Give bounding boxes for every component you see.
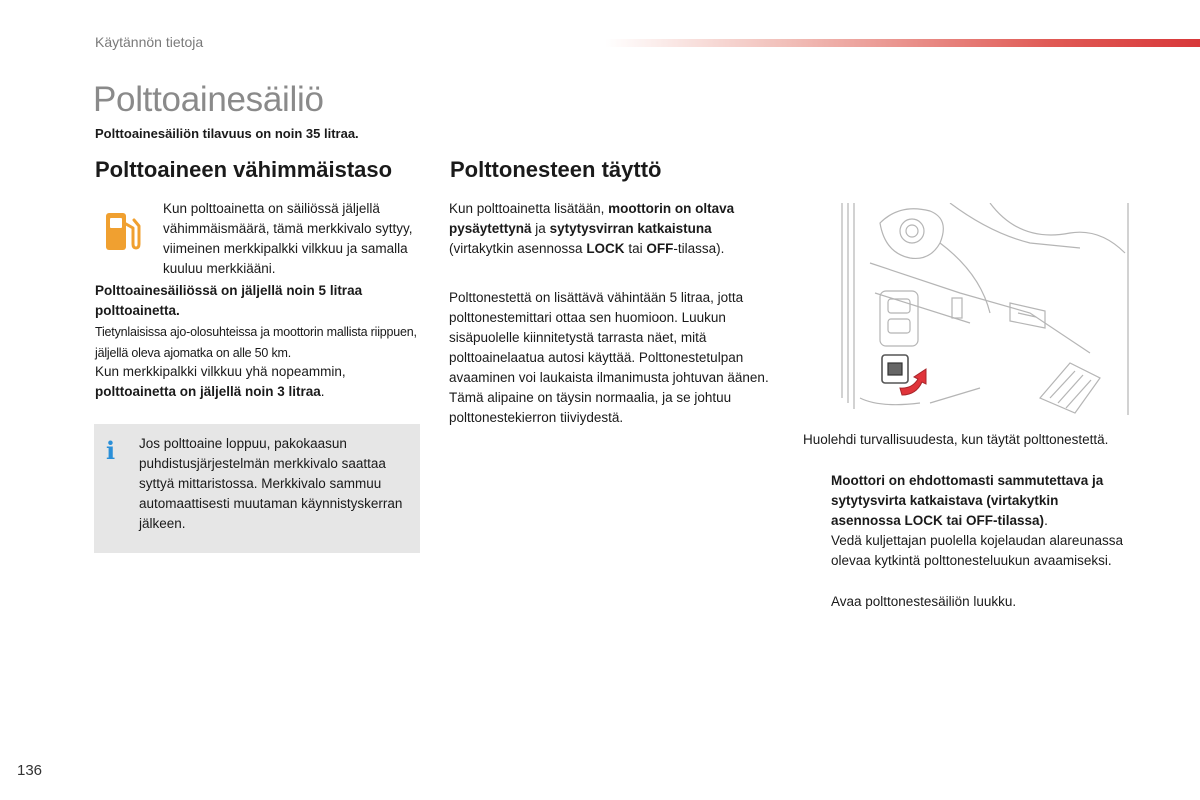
low-fuel-warning-text: Kun polttoainetta on säiliössä jäljellä vähimmäismäärä, tämä merkkivalo syttyy, viimeinen merkkipalkki vilkkuu ja samalla kuuluu merkkiääni. <box>163 201 413 276</box>
refuel-lock-label: LOCK <box>586 241 625 256</box>
info-text: Jos polttoaine loppuu, pakokaasun puhdistusjärjestelmän merkkivalo saattaa syttyä mittaristossa. Merkkivalo sammuu automaattisesti muutaman käynnistyskerran jälkeen. <box>139 436 403 531</box>
safety-note: Huolehdi turvallisuudesta, kun täytät polttonestettä. <box>803 432 1109 447</box>
refuel-text-1: Kun polttoainetta lisätään, <box>449 201 609 216</box>
page-number: 136 <box>17 762 43 779</box>
intro-text: Polttoainesäiliön tilavuus on noin 35 litraa. <box>95 126 359 141</box>
info-icon: i <box>106 436 116 465</box>
refuel-off-label: OFF <box>646 241 674 256</box>
refuel-text-4: tai <box>624 241 647 256</box>
heading-minimum-level: Polttoaineen vähimmäistaso <box>95 157 393 182</box>
heading-refuelling: Polttonesteen täyttö <box>450 157 662 182</box>
fuel-flap-release-illustration <box>840 203 1130 415</box>
list-item-text: Avaa polttonestesäiliön luukku. <box>831 594 1017 609</box>
list-item-bold: Moottori on ehdottomasti sammutettava ja sytytysvirta katkaistava (virtakytkin asennossa LOCK tai OFF-tilassa) <box>831 473 1104 528</box>
faster-blink-text <box>95 362 425 402</box>
refuel-engine-stopped: moottorin on oltava pysäytettynä <box>449 201 735 236</box>
driving-conditions-text: Tietynlaisissa ajo-olosuhteissa ja moottorin mallista riippuen, jäljellä oleva ajomatka on alle 50 km. <box>95 325 417 360</box>
page-title: Polttoainesäiliö <box>93 80 324 119</box>
refuelling-conditions-text <box>449 199 769 259</box>
blink-text-start: Kun merkkipalkki vilkkuu yhä nopeammin, <box>95 364 346 379</box>
refuel-ignition-off: sytytysvirran katkaistuna <box>549 221 712 236</box>
refuel-text-5: -tilassa). <box>673 241 725 256</box>
list-item-end: . <box>1044 513 1048 528</box>
refuel-text-2: ja <box>531 221 550 236</box>
section-header: Käytännön tietoja <box>95 34 204 50</box>
blink-text-end: . <box>320 384 325 399</box>
header-accent-bar <box>605 39 1200 47</box>
refuelling-details-text: Polttonestettä on lisättävä vähintään 5 litraa, jotta polttonestemittari ottaa sen huomioon. Luukun sisäpuolelle kiinnitetystä tarrasta näet, mitä polttoainelaatua autosi käyttää. Polttonestetulpan avaaminen voi laukaista ilmanimusta johtuvan äänen. Tämä alipaine on täysin normaalia, ja se johtuu polttonestekierron tiiviydestä. <box>449 290 769 425</box>
fuel-pump-icon <box>103 210 143 254</box>
list-item-text <box>831 471 1131 531</box>
list-item-text: Vedä kuljettajan puolella kojelaudan alareunassa olevaa kytkintä polttonesteluukun avaamiseksi. <box>831 533 1123 568</box>
refuel-text-3: (virtakytkin asennossa <box>449 241 587 256</box>
blink-text-bold: polttoainetta on jäljellä noin 3 litraa <box>95 384 321 399</box>
remaining-5-litres-text: Polttoainesäiliössä on jäljellä noin 5 litraa polttoainetta. <box>95 283 363 318</box>
